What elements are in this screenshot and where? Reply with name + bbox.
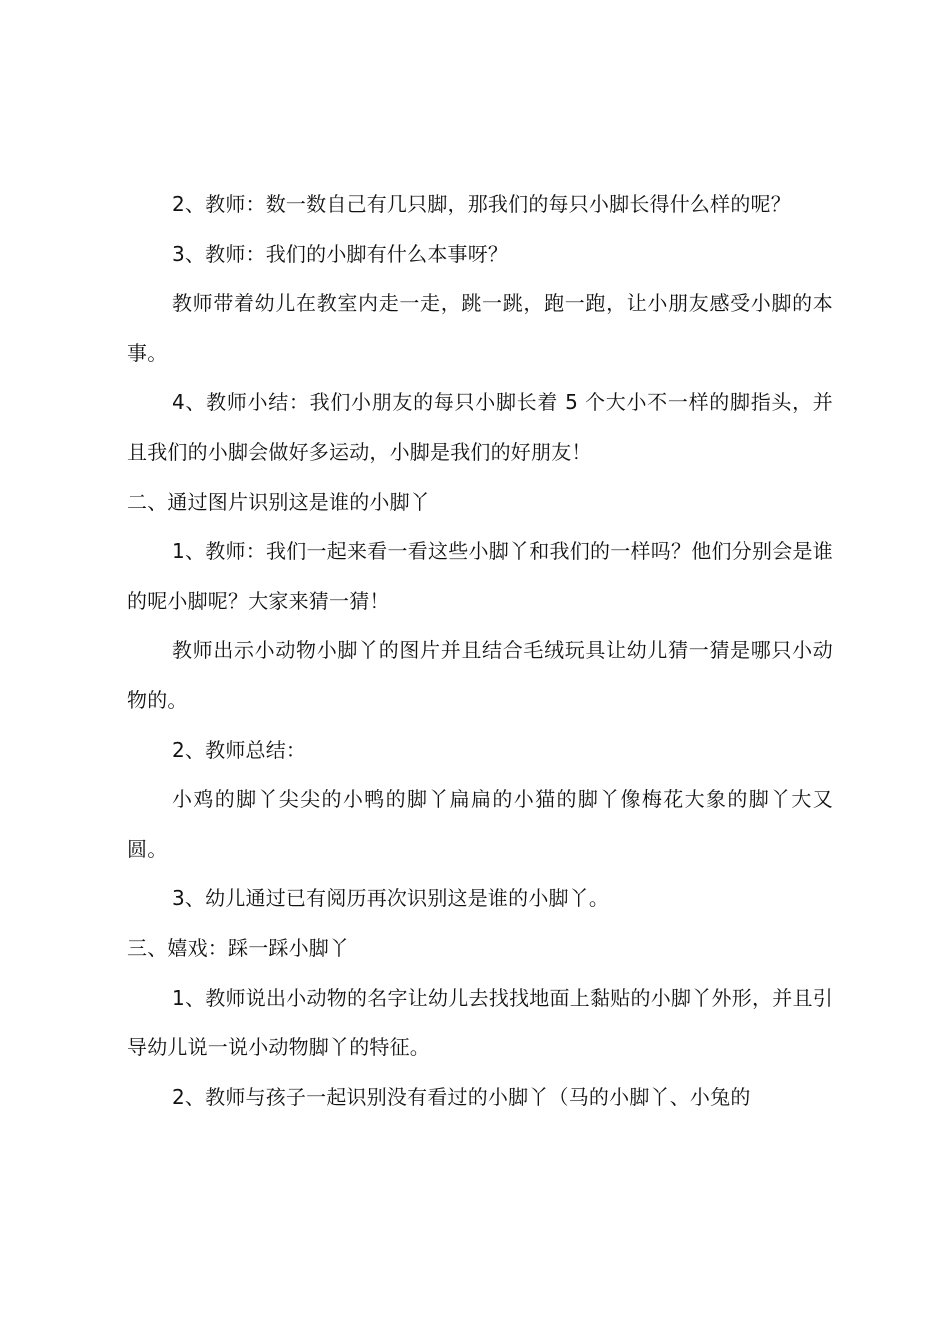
paragraph-4: 4、教师小结：我们小朋友的每只小脚长着 5 个大小不一样的脚指头，并且我们的小脚会做好多运动，小脚是我们的好朋友！	[127, 390, 833, 464]
paragraph-10: 1、教师说出小动物的名字让幼儿去找找地面上黏贴的小脚丫外形，并且引导幼儿说一说小动物脚丫的特征。	[127, 985, 833, 1060]
section-heading-3: 三、嬉戏：踩一踩小脚丫	[127, 935, 350, 960]
section-heading-2: 二、通过图片识别这是谁的小脚丫	[127, 489, 430, 514]
paragraph-2: 3、教师：我们的小脚有什么本事呀？	[172, 241, 509, 266]
paragraph-6: 教师出示小动物小脚丫的图片并且结合毛绒玩具让幼儿猜一猜是哪只小动物的。	[127, 638, 833, 712]
paragraph-7: 2、教师总结：	[172, 737, 307, 762]
paragraph-8: 小鸡的脚丫尖尖的小鸭的脚丫扁扁的小猫的脚丫像梅花大象的脚丫大又圆。	[127, 787, 833, 861]
paragraph-3: 教师带着幼儿在教室内走一走，跳一跳，跑一跑，让小朋友感受小脚的本事。	[127, 291, 833, 365]
paragraph-1: 2、教师：数一数自己有几只脚，那我们的每只小脚长得什么样的呢？	[172, 192, 791, 216]
paragraph-5: 1、教师：我们一起来看一看这些小脚丫和我们的一样吗？他们分别会是谁的呢小脚呢？大家来猜一猜！	[127, 539, 833, 613]
paragraph-11: 2、教师与孩子一起识别没有看过的小脚丫（马的小脚丫、小兔的	[172, 1084, 751, 1109]
paragraph-9: 3、幼儿通过已有阅历再次识别这是谁的小脚丫。	[172, 886, 610, 911]
document-body	[127, 180, 833, 1122]
